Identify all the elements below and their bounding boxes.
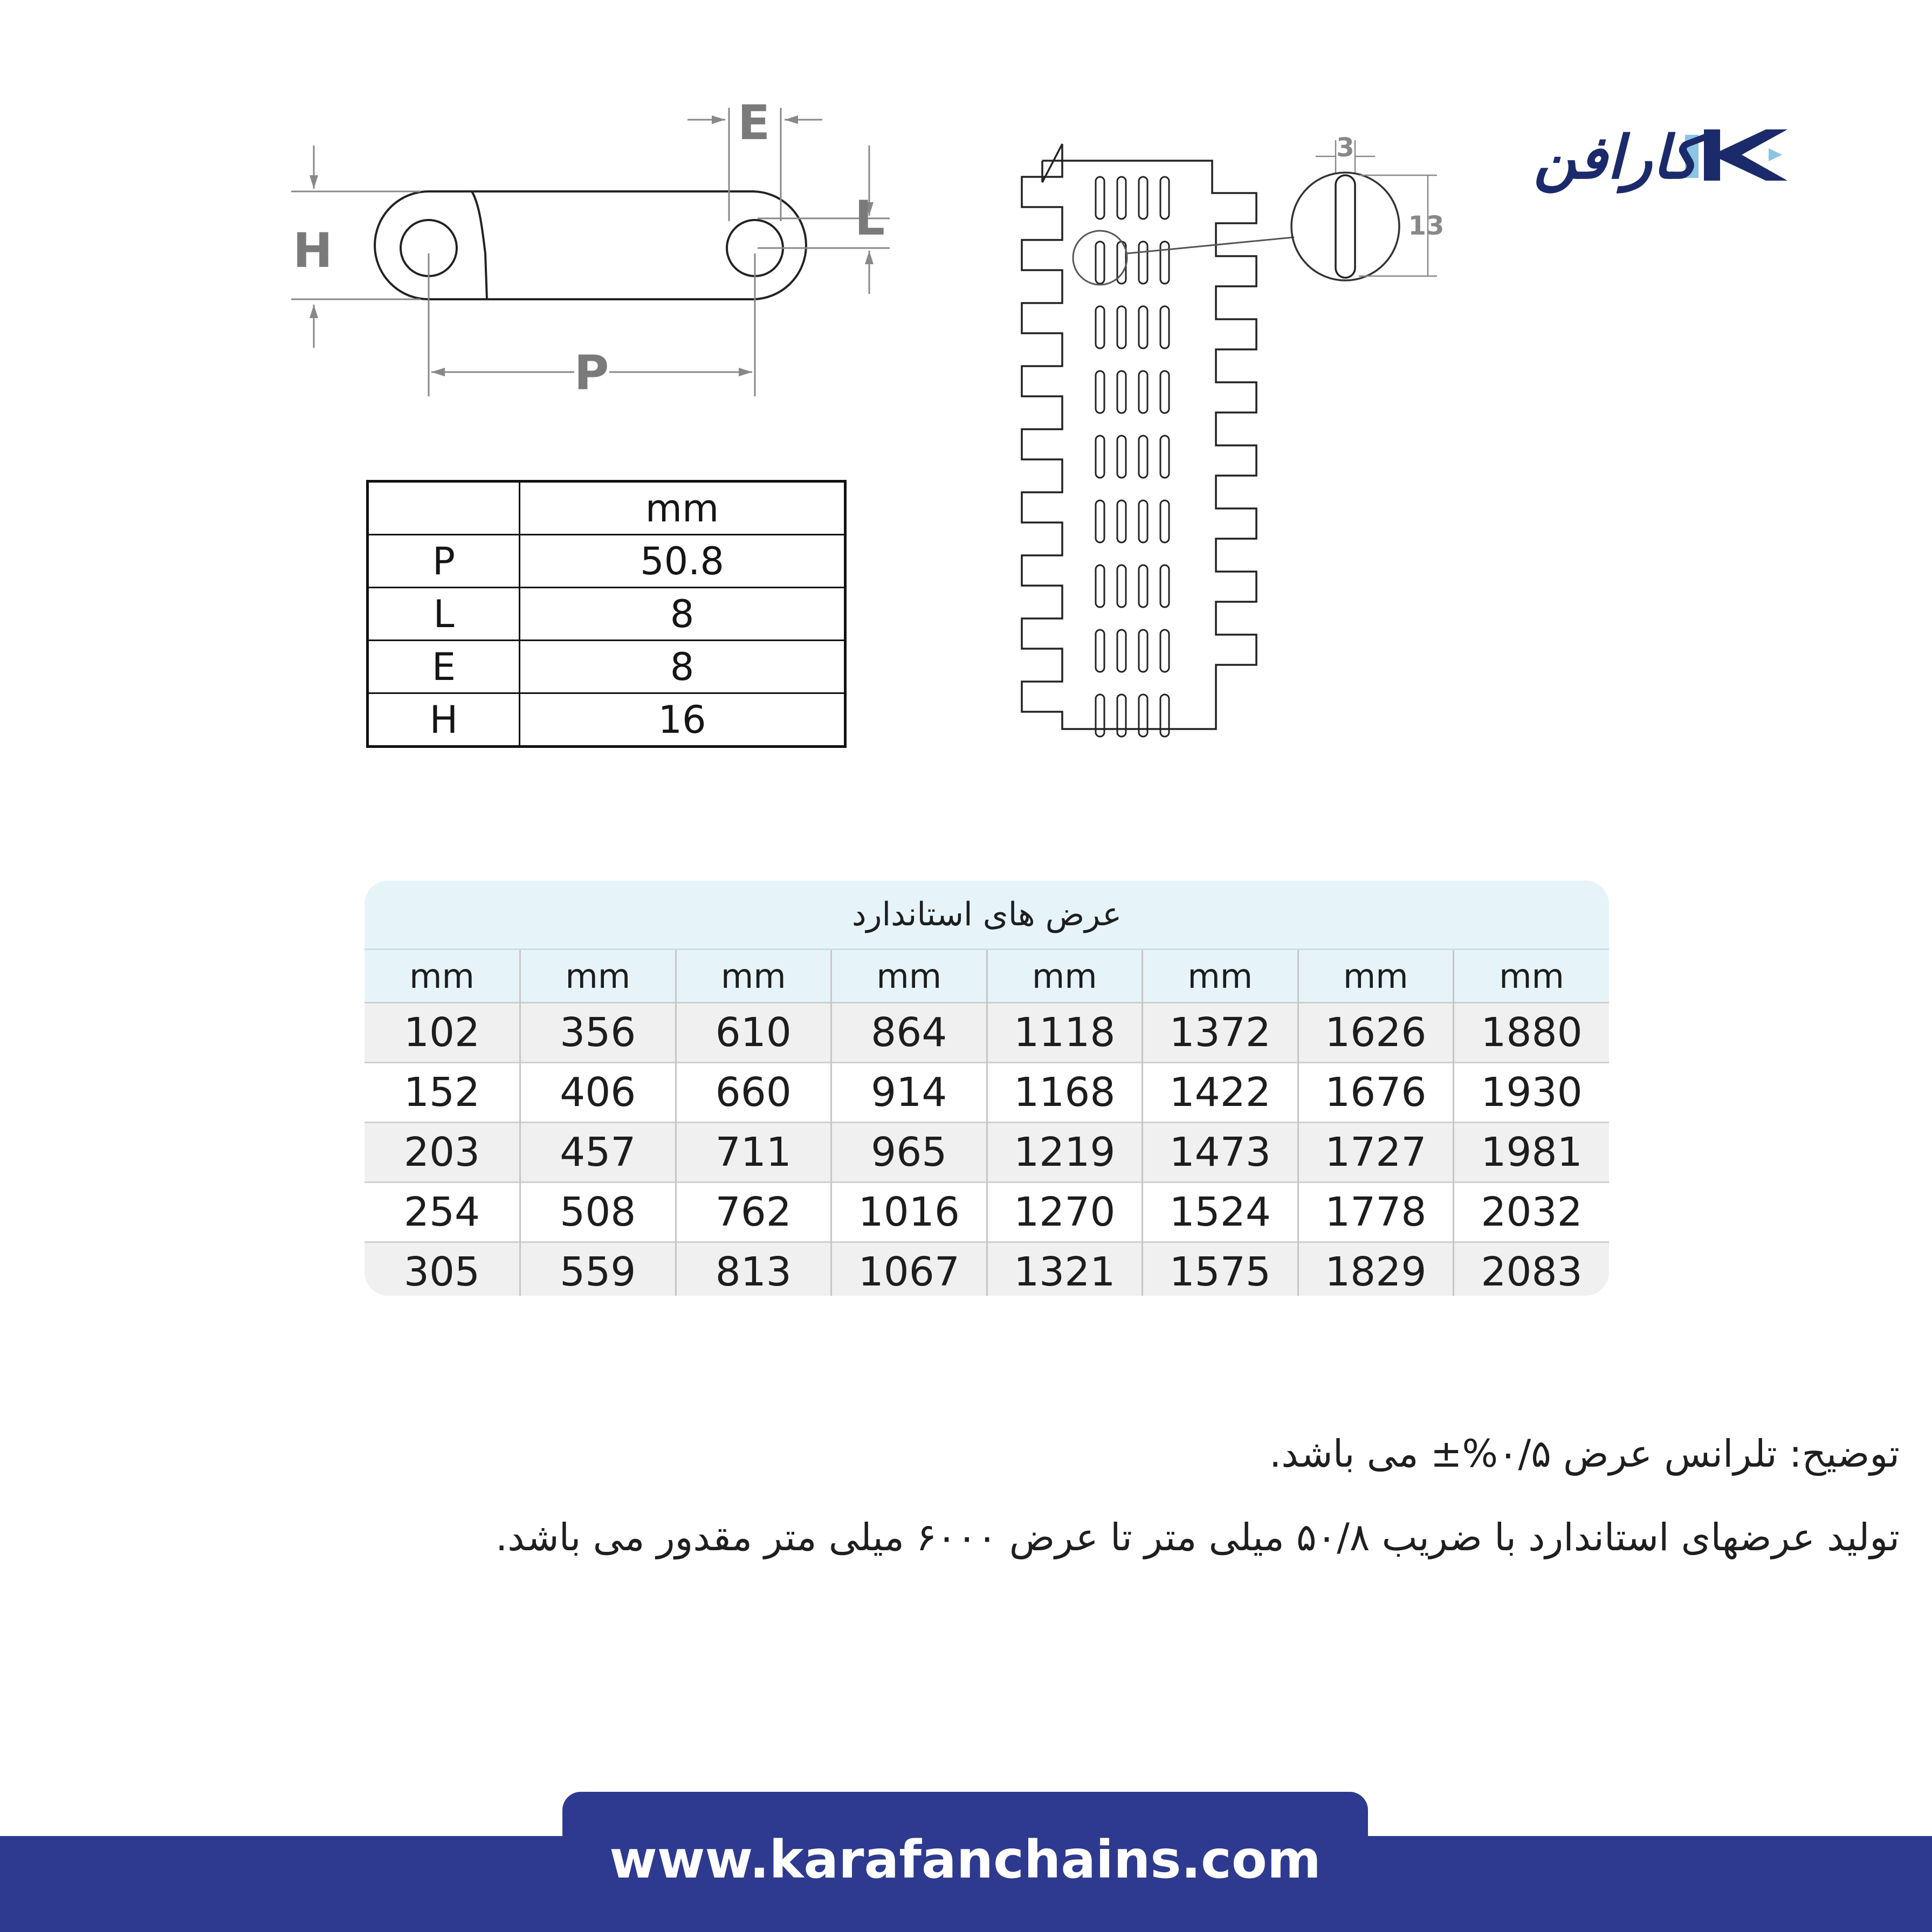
- belt-slot: [1096, 371, 1104, 413]
- width-cell: 1270: [987, 1182, 1143, 1242]
- width-cell: 1067: [831, 1242, 987, 1296]
- belt-slot: [1160, 695, 1169, 737]
- belt-slot: [1139, 695, 1147, 737]
- dimension-row: [368, 535, 845, 588]
- table-row: [365, 1123, 1609, 1182]
- width-cell: 1727: [1298, 1123, 1454, 1182]
- detail-magnified-circle: [1291, 173, 1399, 280]
- width-cell: 1524: [1143, 1182, 1298, 1242]
- unit-cell: mm: [520, 950, 676, 1003]
- dimension-value: 8: [520, 641, 845, 693]
- detail-width-label: 3: [1336, 133, 1355, 163]
- width-cell: 508: [520, 1182, 676, 1242]
- table-row: [365, 1182, 1609, 1242]
- detail-leader-line: [1127, 237, 1294, 253]
- dimension-name: L: [368, 588, 520, 641]
- width-cell: 1829: [1298, 1242, 1454, 1296]
- belt-slot: [1117, 371, 1126, 413]
- dimension-row: [368, 641, 845, 693]
- table-row: [365, 1063, 1609, 1123]
- label-l: L: [854, 190, 885, 246]
- width-cell: 1626: [1298, 1003, 1454, 1063]
- standard-widths-table: [365, 881, 1609, 1296]
- width-cell: 914: [831, 1063, 987, 1123]
- belt-slot: [1096, 177, 1104, 219]
- belt-slot: [1139, 242, 1147, 284]
- belt-slot: [1117, 630, 1126, 672]
- belt-slot: [1139, 630, 1147, 672]
- company-logo: [1467, 121, 1790, 194]
- dimension-name: H: [368, 693, 520, 747]
- dimension-row: [368, 693, 845, 747]
- belt-slot: [1160, 436, 1169, 478]
- logo-wordmark: کارافن: [1534, 123, 1699, 192]
- unit-cell: mm: [365, 950, 520, 1003]
- width-cell: 1575: [1143, 1242, 1298, 1296]
- width-cell: 1219: [987, 1123, 1143, 1182]
- width-cell: 1473: [1143, 1123, 1298, 1182]
- width-cell: 1778: [1298, 1182, 1454, 1242]
- dimension-value: 16: [520, 693, 845, 747]
- dimension-table: [366, 480, 847, 748]
- detail-dimension-lines: [1316, 140, 1437, 276]
- dimension-row: [368, 588, 845, 641]
- width-cell: 559: [520, 1242, 676, 1296]
- width-cell: 965: [831, 1123, 987, 1182]
- belt-slot: [1139, 306, 1147, 348]
- belt-slot: [1160, 371, 1169, 413]
- label-p: P: [574, 345, 609, 401]
- belt-slot: [1160, 177, 1169, 219]
- belt-slot: [1096, 436, 1104, 478]
- label-h: H: [293, 223, 333, 278]
- width-cell: 406: [520, 1063, 676, 1123]
- unit-cell: mm: [987, 950, 1143, 1003]
- detail-slot: [1336, 175, 1355, 278]
- detail-marker-circle: [1073, 231, 1127, 285]
- belt-slot: [1096, 242, 1104, 284]
- width-cell: 610: [676, 1003, 831, 1063]
- width-cell: 711: [676, 1123, 831, 1182]
- width-cell: 813: [676, 1242, 831, 1296]
- unit-cell: mm: [1298, 950, 1454, 1003]
- width-cell: 305: [365, 1242, 520, 1296]
- table-row: [365, 1242, 1609, 1296]
- belt-slot: [1160, 306, 1169, 348]
- width-cell: 2032: [1454, 1182, 1610, 1242]
- standard-widths-title: عرض های استاندارد: [365, 881, 1609, 948]
- width-cell: 152: [365, 1063, 520, 1123]
- width-cell: 1981: [1454, 1123, 1610, 1182]
- width-cell: 356: [520, 1003, 676, 1063]
- belt-slot: [1139, 565, 1147, 607]
- units-row: [365, 950, 1609, 1003]
- belt-slot: [1117, 436, 1126, 478]
- dimension-value: 8: [520, 588, 845, 641]
- belt-slot: [1117, 695, 1126, 737]
- width-cell: 1016: [831, 1182, 987, 1242]
- website-link[interactable]: www.karafanchains.com: [609, 1830, 1321, 1890]
- width-cell: 1118: [987, 1003, 1143, 1063]
- belt-slot: [1117, 306, 1126, 348]
- width-cell: 1422: [1143, 1063, 1298, 1123]
- belt-slot: [1096, 500, 1104, 542]
- width-cell: 102: [365, 1003, 520, 1063]
- belt-slot: [1139, 371, 1147, 413]
- unit-cell: mm: [676, 950, 831, 1003]
- dimension-name: E: [368, 641, 520, 693]
- width-cell: 203: [365, 1123, 520, 1182]
- width-cell: 762: [676, 1182, 831, 1242]
- belt-slot: [1096, 695, 1104, 737]
- dimension-unit-header: mm: [520, 482, 845, 535]
- width-cell: 660: [676, 1063, 831, 1123]
- unit-cell: mm: [1454, 950, 1610, 1003]
- dimension-value: 50.8: [520, 535, 845, 588]
- unit-cell: mm: [1143, 950, 1298, 1003]
- width-cell: 457: [520, 1123, 676, 1182]
- dimension-table-header: [368, 482, 845, 535]
- label-e: E: [737, 95, 771, 150]
- detail-height-label: 13: [1408, 211, 1445, 241]
- width-cell: 1676: [1298, 1063, 1454, 1123]
- belt-slot: [1139, 436, 1147, 478]
- width-cell: 254: [365, 1182, 520, 1242]
- unit-cell: mm: [831, 950, 987, 1003]
- belt-slot: [1160, 500, 1169, 542]
- belt-slot: [1096, 565, 1104, 607]
- width-cell: 1880: [1454, 1003, 1610, 1063]
- width-cell: 1321: [987, 1242, 1143, 1296]
- belt-slots: [1096, 177, 1169, 737]
- width-cell: 2083: [1454, 1242, 1610, 1296]
- belt-slot: [1096, 630, 1104, 672]
- production-note: تولید عرضهای استاندارد با ضریب ۵۰/۸ میلی متر تا عرض ۶۰۰۰ میلی متر مقدور می باشد.: [495, 1515, 1900, 1559]
- dimension-name: P: [368, 535, 520, 588]
- belt-slot: [1096, 306, 1104, 348]
- belt-slot: [1117, 177, 1126, 219]
- tolerance-note: توضیح: تلرانس عرض ۰/۵%± می باشد.: [1269, 1432, 1900, 1476]
- belt-slot: [1160, 242, 1169, 284]
- belt-module-diagram: [0, 0, 1932, 755]
- table-row: [365, 1003, 1609, 1063]
- belt-slot: [1139, 177, 1147, 219]
- dimension-header-blank: [368, 482, 520, 535]
- standard-widths-grid: [365, 948, 1609, 1296]
- belt-slot: [1139, 500, 1147, 542]
- belt-slot: [1117, 500, 1126, 542]
- belt-slot: [1117, 565, 1126, 607]
- width-cell: 1930: [1454, 1063, 1610, 1123]
- width-cell: 1168: [987, 1063, 1143, 1123]
- belt-slot: [1160, 565, 1169, 607]
- width-cell: 1372: [1143, 1003, 1298, 1063]
- width-cell: 864: [831, 1003, 987, 1063]
- belt-slot: [1160, 630, 1169, 672]
